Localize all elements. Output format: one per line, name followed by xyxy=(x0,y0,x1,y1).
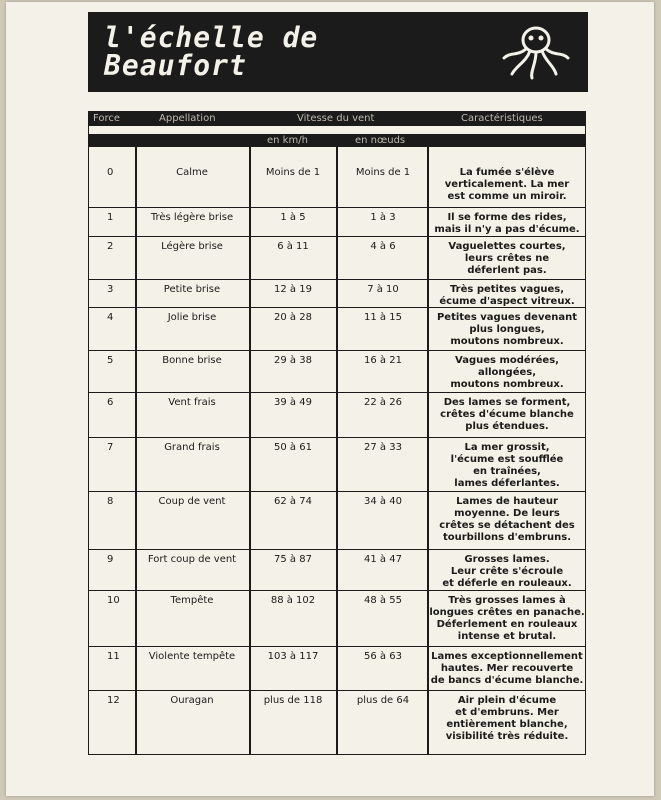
name-cell: Calme xyxy=(176,167,208,178)
col-kmh-header: en km/h xyxy=(267,135,308,146)
knots-cell: 16 à 21 xyxy=(364,355,402,366)
knots-cell: 22 à 26 xyxy=(364,397,402,408)
description-cell: Vagues modérées, allongées, moutons nombreux. xyxy=(450,355,564,390)
table-row xyxy=(89,147,585,207)
kmh-cell: 75 à 87 xyxy=(274,554,312,565)
kmh-cell: 103 à 117 xyxy=(267,651,319,662)
force-cell: 6 xyxy=(107,397,114,408)
name-cell: Ouragan xyxy=(170,695,214,706)
knots-cell: plus de 64 xyxy=(356,695,410,706)
description-cell: Vaguelettes courtes, leurs crêtes ne déferlent pas. xyxy=(448,241,566,276)
table-row xyxy=(89,279,585,308)
knots-cell: 11 à 15 xyxy=(364,312,402,323)
title-banner xyxy=(88,12,588,92)
knots-cell: 34 à 40 xyxy=(364,496,402,507)
name-cell: Bonne brise xyxy=(162,355,222,366)
table-row xyxy=(89,392,585,438)
force-cell: 11 xyxy=(107,651,120,662)
title-line-2: Beaufort xyxy=(104,49,247,82)
col-speed-header: Vitesse du vent xyxy=(297,113,375,124)
name-cell: Vent frais xyxy=(168,397,216,408)
force-cell: 0 xyxy=(107,167,114,178)
name-cell: Jolie brise xyxy=(167,312,217,323)
kmh-cell: Moins de 1 xyxy=(265,167,321,178)
kmh-cell: 6 à 11 xyxy=(277,241,309,252)
table-row xyxy=(89,646,585,691)
name-cell: Coup de vent xyxy=(158,496,226,507)
description-cell: La fumée s'élève verticalement. La mer est comme un miroir. xyxy=(444,167,570,202)
col-knots-header: en nœuds xyxy=(355,135,406,146)
description-cell: Lames de hauteur moyenne. De leurs crêtes se détachent des tourbillons d'embruns. xyxy=(439,496,575,543)
knots-cell: 7 à 10 xyxy=(367,284,399,295)
name-cell: Tempête xyxy=(170,595,214,606)
force-cell: 7 xyxy=(107,442,114,453)
force-cell: 3 xyxy=(107,284,114,295)
beaufort-table xyxy=(88,111,586,755)
knots-cell: 56 à 63 xyxy=(364,651,402,662)
table-row xyxy=(89,350,585,393)
col-character-header: Caractéristiques xyxy=(461,113,543,124)
description-cell: Lames exceptionnellement hautes. Mer recouverte de bancs d'écume blanche. xyxy=(430,651,584,686)
kmh-cell: 20 à 28 xyxy=(274,312,312,323)
table-row xyxy=(89,690,585,757)
kmh-cell: 62 à 74 xyxy=(274,496,312,507)
kmh-cell: 12 à 19 xyxy=(274,284,312,295)
kmh-cell: 1 à 5 xyxy=(280,212,306,223)
description-cell: La mer grossit, l'écume est soufflée en traînées, lames déferlantes. xyxy=(450,442,564,489)
description-cell: Air plein d'écume et d'embruns. Mer entièrement blanche, visibilité très réduite. xyxy=(445,695,569,742)
kmh-cell: 88 à 102 xyxy=(270,595,316,606)
table-header xyxy=(89,112,585,126)
table-row xyxy=(89,307,585,351)
force-cell: 10 xyxy=(107,595,120,606)
name-cell: Petite brise xyxy=(163,284,221,295)
name-cell: Très légère brise xyxy=(150,212,234,223)
table-row xyxy=(89,207,585,237)
description-cell: Très grosses lames à longues crêtes en panache. Déferlement en rouleaux intense et brutal. xyxy=(429,595,585,642)
knots-cell: 4 à 6 xyxy=(370,241,396,252)
knots-cell: Moins de 1 xyxy=(355,167,411,178)
force-cell: 9 xyxy=(107,554,114,565)
description-cell: Grosses lames. Leur crête s'écroule et déferle en rouleaux. xyxy=(442,554,572,589)
name-cell: Grand frais xyxy=(164,442,220,453)
kmh-cell: 39 à 49 xyxy=(274,397,312,408)
table-row xyxy=(89,236,585,280)
description-cell: Petites vagues devenant plus longues, moutons nombreux. xyxy=(436,312,578,347)
force-cell: 12 xyxy=(107,695,120,706)
name-cell: Légère brise xyxy=(161,241,223,252)
knots-cell: 27 à 33 xyxy=(364,442,402,453)
force-cell: 5 xyxy=(107,355,114,366)
kmh-cell: plus de 118 xyxy=(263,695,323,706)
force-cell: 2 xyxy=(107,241,114,252)
knots-cell: 41 à 47 xyxy=(364,554,402,565)
name-cell: Violente tempête xyxy=(148,651,236,662)
title-line-1: l'échelle de xyxy=(104,21,319,54)
table-row xyxy=(89,549,585,591)
table-row xyxy=(89,491,585,550)
kmh-cell: 50 à 61 xyxy=(274,442,312,453)
description-cell: Des lames se forment, crêtes d'écume blanche plus étendues. xyxy=(440,397,574,432)
page-title xyxy=(104,21,319,82)
table-row xyxy=(89,590,585,647)
description-cell: Très petites vagues, écume d'aspect vitreux. xyxy=(439,284,575,307)
name-cell: Fort coup de vent xyxy=(147,554,237,565)
table-row xyxy=(89,437,585,492)
kmh-cell: 29 à 38 xyxy=(274,355,312,366)
octopus-icon xyxy=(496,22,574,82)
knots-cell: 1 à 3 xyxy=(370,212,396,223)
force-cell: 8 xyxy=(107,496,114,507)
force-cell: 4 xyxy=(107,312,114,323)
knots-cell: 48 à 55 xyxy=(364,595,402,606)
force-cell: 1 xyxy=(107,212,114,223)
col-name-header: Appellation xyxy=(159,113,216,124)
col-force-header: Force xyxy=(93,113,121,124)
description-cell: Il se forme des rides, mais il n'y a pas d'écume. xyxy=(434,212,580,235)
